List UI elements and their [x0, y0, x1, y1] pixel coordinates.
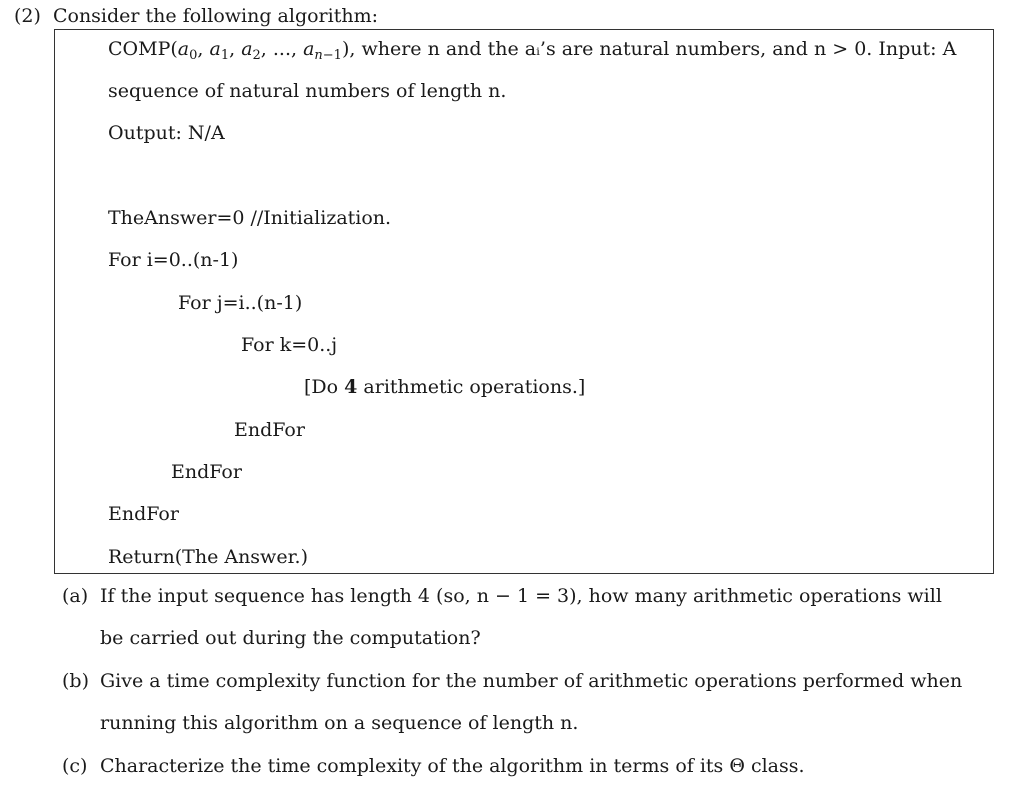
for-k-line: For k=0..j [241, 334, 338, 356]
for-j-line: For j=i..(n-1) [178, 292, 303, 314]
init-line: TheAnswer=0 //Initialization. [108, 207, 392, 229]
question-b-line1: Give a time complexity function for the number of arithmetic operations performed when [100, 670, 963, 692]
problem-header [14, 4, 378, 28]
endfor-i-line: EndFor [108, 503, 179, 525]
output-line: Output: N/A [108, 122, 225, 144]
question-a-line2: be carried out during the computation? [100, 627, 481, 649]
question-b-line2: running this algorithm on a sequence of length n. [100, 712, 579, 734]
question-a-label: (a) [62, 585, 89, 607]
question-a-line1: If the input sequence has length 4 (so, n − 1 = 3), how many arithmetic operations will [100, 585, 942, 607]
loop-body-line [304, 375, 585, 399]
question-c-line1: Characterize the time complexity of the algorithm in terms of its Θ class. [100, 755, 805, 777]
question-c-label: (c) [62, 755, 88, 777]
problem-number: (2) [14, 5, 41, 27]
body-pre: [Do [304, 376, 339, 398]
algorithm-signature [108, 37, 956, 61]
return-line: Return(The Answer.) [108, 546, 309, 568]
for-i-line: For i=0..(n-1) [108, 249, 239, 271]
signature-params: ($a_0$, $a_1$, $a_2$, ..., $a_{n-1}$), [170, 38, 356, 63]
signature-name: COMP [108, 38, 171, 60]
endfor-k-line: EndFor [234, 419, 305, 441]
body-post: arithmetic operations.] [363, 376, 586, 398]
input-cont: sequence of natural numbers of length n. [108, 80, 507, 102]
endfor-j-line: EndFor [171, 461, 242, 483]
question-b-label: (b) [62, 670, 89, 692]
signature-desc: where n and the aᵢ’s are natural numbers, and n > 0. Input: A [361, 38, 957, 60]
problem-intro: Consider the following algorithm: [52, 5, 378, 27]
body-count: 4 [344, 376, 358, 398]
